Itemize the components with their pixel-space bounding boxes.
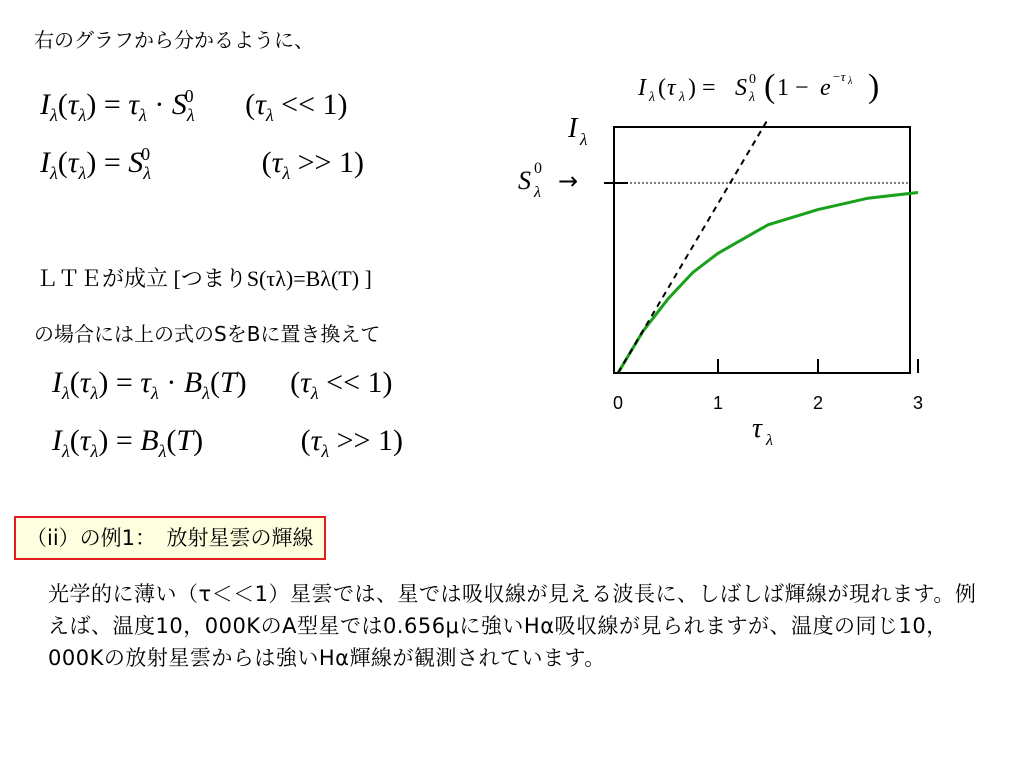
svg-text:(: ( (764, 68, 776, 105)
svg-text:λ: λ (580, 130, 588, 149)
body-paragraph: 光学的に薄い（τ＜＜1）星雲では、星では吸収線が見える波長に、しばしば輝線が現れます。例えば、温度10，000KのA型星では0.656μに強いHα吸収線が見られますが、温度の同じ10，000Kの放射星雲からは強いHα輝線が観測されています。 (48, 582, 977, 670)
y-marker-label (518, 160, 578, 201)
x-axis-label (752, 413, 773, 449)
svg-text:(: ( (658, 75, 666, 101)
svg-text:S: S (735, 75, 747, 101)
section-heading: （ii）の例1： 放射星雲の輝線 (14, 516, 326, 560)
svg-text:τ: τ (667, 75, 676, 101)
intro-text: 右のグラフから分かるように、 (34, 28, 314, 52)
x-tick-label-3: 3 (912, 393, 924, 413)
svg-text:τ: τ (752, 413, 763, 444)
svg-text:λ: λ (679, 90, 686, 105)
replace-instruction-text: の場合には上の式のSをBに置き換えて (34, 322, 381, 346)
x-tick-label-0: 0 (612, 393, 624, 413)
svg-text:0: 0 (534, 160, 542, 177)
svg-text:I: I (638, 75, 646, 101)
linear-approximation-line (618, 119, 768, 373)
formula-optically-thick-s: $I_\lambda(\tau_\lambda) = S_\lambda^0$ $(\tau_\lambda >> 1)$ (40, 144, 364, 183)
plot-frame (614, 127, 910, 373)
svg-text:λ: λ (649, 90, 656, 105)
plot-area (604, 119, 923, 413)
svg-text:): ) (868, 68, 880, 105)
formula-optically-thin-s: $I_\lambda(\tau_\lambda) = \tau_\lambda \cdot S_\lambda^0$ $(\tau_\lambda << 1)$ (40, 86, 348, 125)
svg-text:→: → (558, 167, 579, 195)
svg-text:S: S (518, 166, 531, 195)
svg-text:e: e (820, 75, 831, 101)
x-tick-label-2: 2 (812, 393, 824, 413)
svg-text:) =: ) = (688, 75, 716, 101)
curve-formula (637, 68, 879, 105)
y-axis-label (567, 113, 587, 149)
svg-text:λ: λ (766, 432, 773, 449)
svg-text:λ: λ (848, 76, 853, 87)
intensity-curve (618, 193, 918, 374)
svg-text:−τ: −τ (832, 69, 846, 84)
intensity-vs-optical-depth-chart (500, 55, 940, 455)
svg-text:I: I (568, 113, 578, 144)
lte-condition-text: ＬＴＥが成立 [つまりS(τλ)=Bλ(T) ] (36, 266, 372, 291)
svg-text:0: 0 (749, 72, 756, 87)
x-tick-label-1: 1 (712, 393, 724, 413)
svg-text:λ: λ (749, 90, 756, 105)
svg-text:1 −: 1 − (777, 75, 809, 101)
svg-text:λ: λ (534, 184, 541, 201)
formula-optically-thick-b: $I_\lambda(\tau_\lambda) = B_\lambda(T) (\tau_\lambda >> 1)$ (52, 424, 403, 461)
formula-optically-thin-b: $I_\lambda(\tau_\lambda) = \tau_\lambda \cdot B_\lambda(T) (\tau_\lambda << 1)$ (52, 366, 393, 403)
